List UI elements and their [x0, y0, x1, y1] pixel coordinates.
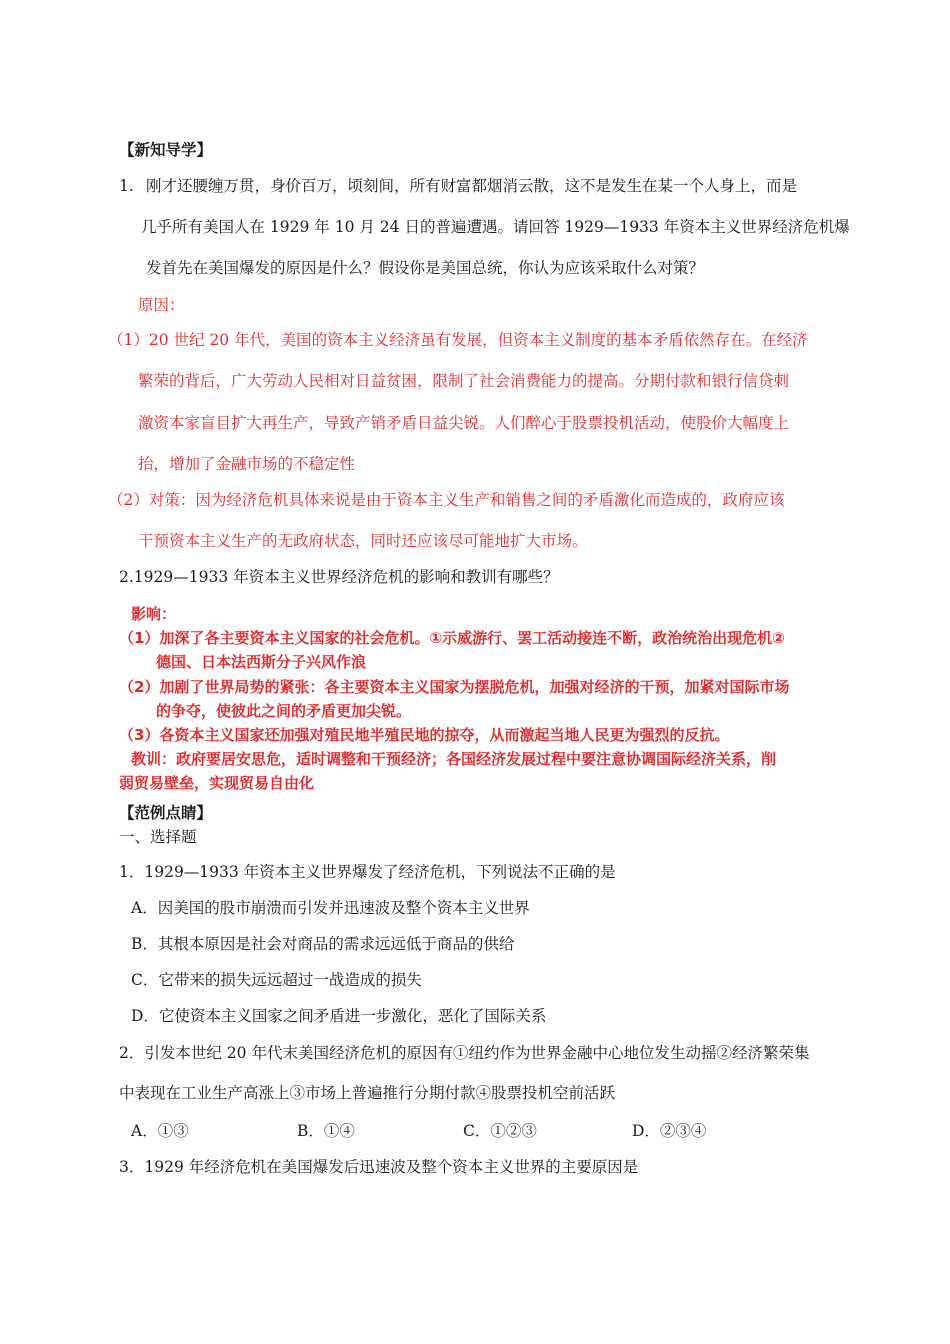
question-2: 2.1929—1933 年资本主义世界经济危机的影响和教训有哪些？ [119, 568, 559, 586]
section-heading-examples: 【范例点睛】 [119, 803, 213, 822]
question-1-line-2: 几乎所有美国人在 1929 年 10 月 24 日的普遍遭遇。请回答 1929—1933 年资本主义世界经济危机爆 [141, 218, 850, 236]
mc1-option-c: C．它带来的损失远远超过一战造成的损失 [131, 971, 422, 989]
answer-1-label: 原因： [138, 296, 185, 314]
answer-2-line-4: （2）加剧了世界局势的紧张：各主要资本主义国家为摆脱危机，加强对经济的干预，加紧对国际市场 [119, 678, 790, 696]
mc2-option-a: A．①③ [131, 1122, 189, 1140]
mc2-stem-line-2: 中表现在工业生产高涨上③市场上普遍推行分期付款④股票投机空前活跃 [119, 1084, 616, 1102]
answer-2-line-3: 德国、日本法西斯分子兴风作浪 [156, 653, 367, 671]
answer-2-line-7: 教训：政府要居安思危，适时调整和干预经济；各国经济发展过程中要注意协调国际经济关系，削 [131, 750, 777, 768]
mc2-stem-line-1: 2．引发本世纪 20 年代末美国经济危机的原因有①纽约作为世界金融中心地位发生动摇②经济繁荣集 [119, 1044, 810, 1062]
answer-2-line-5: 的争夺，使彼此之间的矛盾更加尖锐。 [156, 702, 412, 720]
answer-1-line-5: （2）对策：因为经济危机具体来说是由于资本主义生产和销售之间的矛盾激化而造成的，政府应该 [108, 491, 785, 509]
answer-2-line-1: 影响： [131, 605, 177, 623]
mc1-option-b: B．其根本原因是社会对商品的需求远远低于商品的供给 [131, 935, 515, 953]
answer-2-line-2: （1）加深了各主要资本主义国家的社会危机。①示威游行、罢工活动接连不断，政治统治出现危机② [119, 629, 785, 647]
section-heading-new-knowledge: 【新知导学】 [119, 140, 213, 159]
answer-2-line-8: 弱贸易壁垒，实现贸易自由化 [119, 774, 315, 792]
question-1-number: 1. [119, 177, 134, 195]
mc1-option-d: D．它使资本主义国家之间矛盾进一步激化，恶化了国际关系 [131, 1007, 547, 1025]
answer-1-line-1: （1）20 世纪 20 年代，美国的资本主义经济虽有发展，但资本主义制度的基本矛盾依然存在。在经济 [108, 331, 808, 349]
answer-1-line-4: 抬，增加了金融市场的不稳定性 [138, 455, 356, 473]
question-1-line-1: 刚才还腰缠万贯，身价百万，顷刻间，所有财富都烟消云散，这不是发生在某一个人身上，而是 [146, 177, 798, 195]
mc2-option-c: C．①②③ [463, 1122, 537, 1140]
mc2-option-b: B．①④ [297, 1122, 355, 1140]
answer-1-line-6: 干预资本主义生产的无政府状态，同时还应该尽可能地扩大市场。 [138, 532, 588, 550]
subsection-heading-multiple-choice: 一、选择题 [119, 828, 197, 846]
mc2-option-d: D．②③④ [632, 1122, 707, 1140]
question-1-line-3: 发首先在美国爆发的原因是什么？假设你是美国总统，你认为应该采取什么对策？ [146, 259, 705, 277]
mc1-option-a: A．因美国的股市崩溃而引发并迅速波及整个资本主义世界 [131, 899, 530, 917]
answer-2-line-6: （3）各资本主义国家还加强对殖民地半殖民地的掠夺，从而激起当地人民更为强烈的反抗。 [119, 726, 730, 744]
mc1-stem: 1．1929—1933 年资本主义世界爆发了经济危机，下列说法不正确的是 [119, 863, 616, 881]
mc3-stem: 3．1929 年经济危机在美国爆发后迅速波及整个资本主义世界的主要原因是 [119, 1158, 639, 1176]
answer-1-line-2: 繁荣的背后，广大劳动人民相对日益贫困，限制了社会消费能力的提高。分期付款和银行信贷刺 [138, 372, 790, 390]
answer-1-line-3: 激资本家盲目扩大再生产，导致产销矛盾日益尖锐。人们醉心于股票投机活动，使股价大幅度上 [138, 414, 790, 432]
